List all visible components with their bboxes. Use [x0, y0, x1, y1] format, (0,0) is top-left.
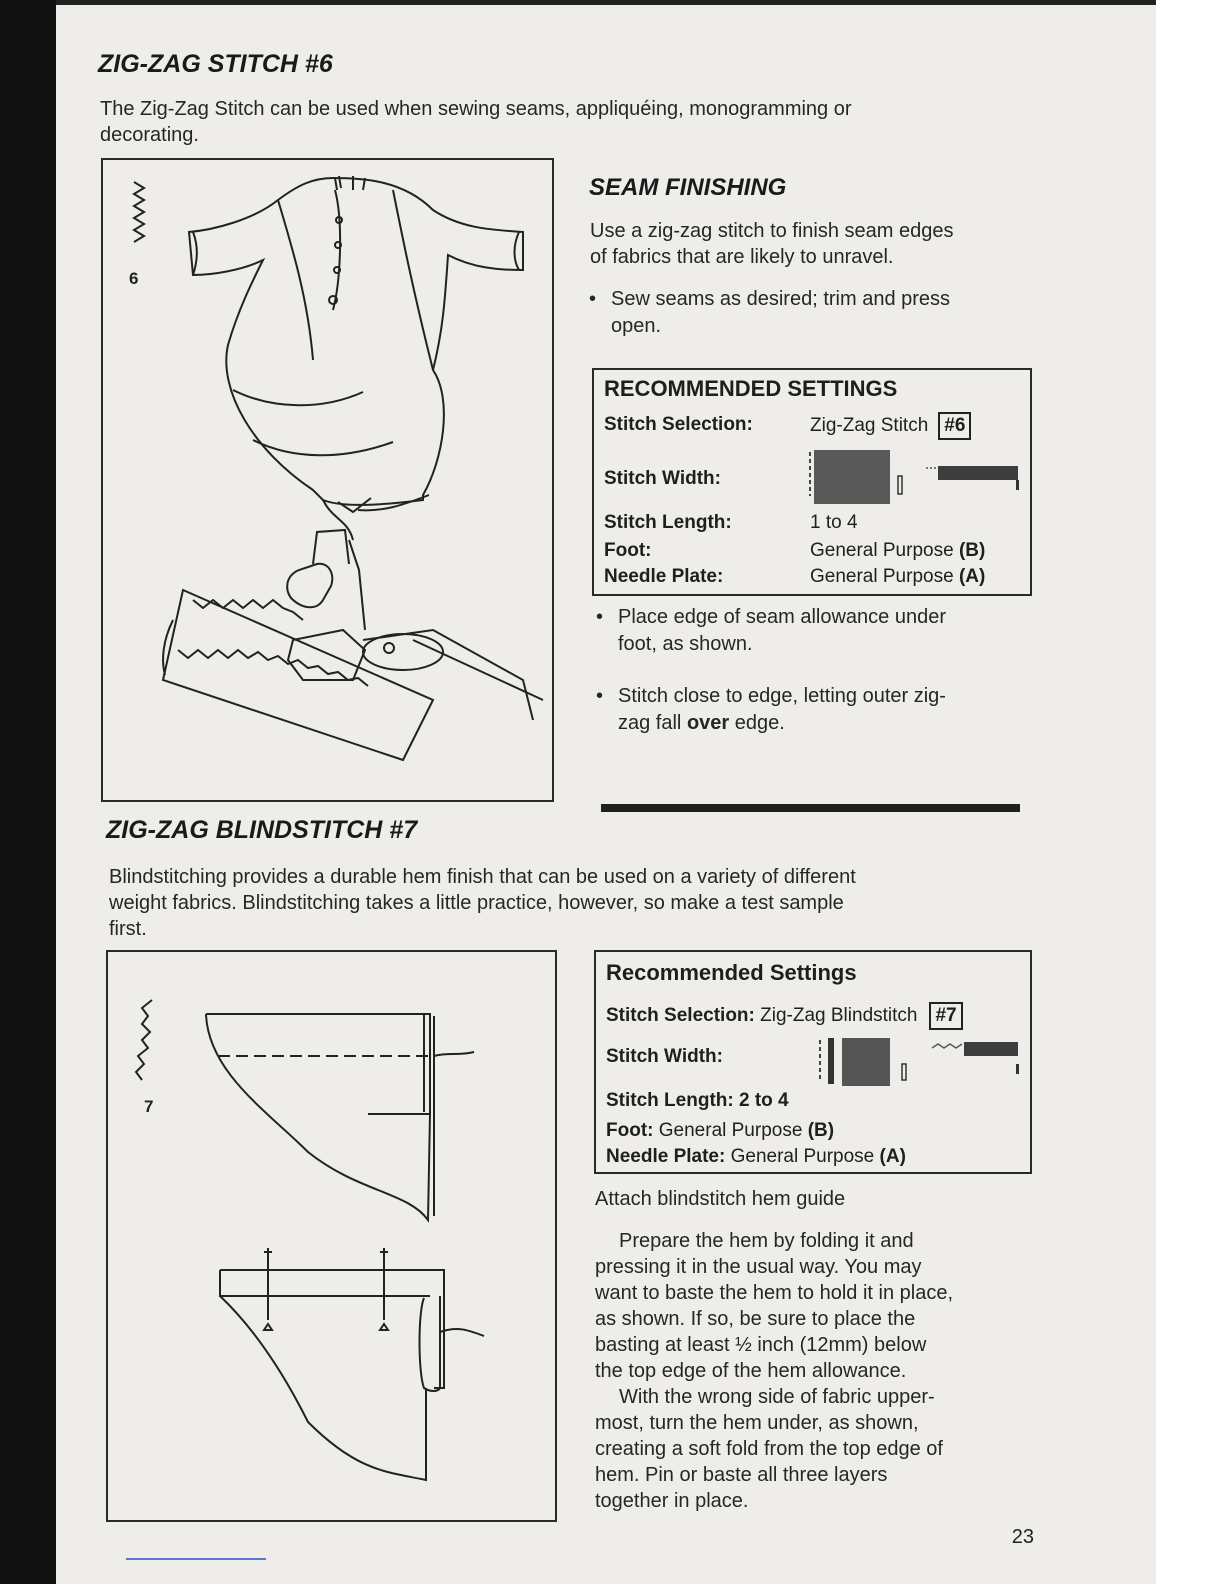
settings2-plate-row — [606, 1146, 906, 1168]
section2-intro — [109, 864, 1039, 942]
seam-bullet-3 — [596, 683, 1052, 737]
settings2-length-row — [606, 1090, 789, 1112]
section2-intro-line1: Blindstitching provides a durable hem finish that can be used on a variety of different — [109, 866, 856, 888]
settings2-foot-code: (B) — [807, 1120, 835, 1141]
hem-p2-line5: together in place. — [595, 1490, 749, 1512]
hem-paragraph-1 — [595, 1228, 1031, 1384]
settings2-length-value: 2 to 4 — [738, 1090, 789, 1111]
settings1-selection-label: Stitch Selection: — [604, 414, 753, 435]
section1-intro — [100, 96, 1030, 148]
scan-top-edge — [56, 0, 1224, 5]
figure1-stitch-number: 6 — [129, 269, 139, 288]
settings2-plate-value: General Purpose — [730, 1146, 875, 1167]
hem-pinned-drawing — [220, 1248, 484, 1480]
section1-intro-line1: The Zig-Zag Stitch can be used when sewing seams, appliquéing, monogramming or — [100, 98, 852, 120]
seam-bullet2-line1: Place edge of seam allowance under — [618, 606, 946, 628]
settings2-width-label: Stitch Width: — [606, 1046, 723, 1067]
figure2-stitch-number: 7 — [144, 1097, 154, 1116]
hem-p1-line1: Prepare the hem by folding it and — [619, 1230, 914, 1252]
settings1-selection-value: Zig-Zag Stitch — [810, 415, 929, 436]
seam-bullet3-line1: Stitch close to edge, letting outer zig- — [618, 685, 946, 707]
settings1-plate-code: (A) — [958, 566, 986, 587]
settings1-foot-value-wrap — [810, 540, 985, 562]
section2-title: ZIG-ZAG BLINDSTITCH #7 — [106, 816, 418, 844]
settings2-foot-label: Foot: — [606, 1120, 654, 1141]
hem-p2-line2: most, turn the hem under, as shown, — [595, 1412, 919, 1434]
scan-blue-line — [126, 1558, 266, 1560]
settings2-plate-label: Needle Plate: — [606, 1146, 726, 1167]
zigzag-illustration — [103, 160, 552, 800]
gown-drawing — [189, 176, 523, 540]
recommended-settings-box-1 — [592, 368, 1032, 596]
settings1-foot-value: General Purpose — [810, 540, 954, 561]
seam-desc-line2: of fabrics that are likely to unravel. — [590, 246, 894, 268]
seam-description — [590, 218, 1030, 270]
settings1-title: RECOMMENDED SETTINGS — [604, 376, 898, 401]
hem-p1-line4: as shown. If so, be sure to place the — [595, 1308, 916, 1330]
seam-desc-line1: Use a zig-zag stitch to finish seam edges — [590, 220, 954, 242]
settings2-foot-value: General Purpose — [658, 1120, 803, 1141]
seam-bullet3-pre: zag fall — [618, 712, 687, 734]
settings2-selection-value: Zig-Zag Blindstitch — [760, 1005, 918, 1026]
section2-intro-line2: weight fabrics. Blindstitching takes a little practice, however, so make a test sample — [109, 892, 844, 914]
seam-bullet1-line1: Sew seams as desired; trim and press — [611, 288, 951, 310]
hem-p1-line3: want to baste the hem to hold it in place, — [595, 1282, 953, 1304]
scan-left-edge — [0, 0, 56, 1584]
settings2-selection-row — [606, 1002, 963, 1030]
hem-p2-line3: creating a soft fold from the top edge of — [595, 1438, 943, 1460]
zigzag-stitch-icon — [134, 182, 144, 242]
seam-bullet3-bold: over — [686, 712, 730, 734]
settings1-plate-label: Needle Plate: — [604, 566, 724, 587]
page-number: 23 — [1011, 1526, 1034, 1548]
settings1-length-label: Stitch Length: — [604, 512, 732, 533]
attach-hem-guide-text: Attach blindstitch hem guide — [595, 1188, 846, 1210]
settings2-length-label: Stitch Length: — [606, 1090, 734, 1111]
seam-bullet3-post: edge. — [729, 712, 785, 734]
settings2-foot-row — [606, 1120, 834, 1142]
hem-p1-line6: the top edge of the hem allowance. — [595, 1360, 907, 1382]
hem-fold-drawing — [206, 1014, 474, 1220]
settings1-foot-row — [604, 540, 651, 562]
settings1-selection-value-wrap — [810, 412, 971, 440]
settings2-stitch-badge: #7 — [929, 1002, 962, 1030]
seam-bullet1-line2: open. — [611, 315, 662, 337]
settings1-width-row — [604, 468, 721, 490]
settings1-width-dial-icon — [806, 446, 1026, 506]
scan-right-margin — [1156, 0, 1224, 1584]
settings1-width-label: Stitch Width: — [604, 468, 721, 489]
settings1-selection-row — [604, 414, 753, 436]
hem-p1-line2: pressing it in the usual way. You may — [595, 1256, 922, 1278]
settings2-selection-label: Stitch Selection: — [606, 1005, 755, 1026]
settings2-width-row — [606, 1046, 723, 1068]
section1-title: ZIG-ZAG STITCH #6 — [98, 50, 333, 78]
settings2-width-dial-icon — [814, 1034, 1024, 1090]
zigzag-figure — [101, 158, 554, 802]
blindstitch-figure — [106, 950, 557, 1522]
seam-finishing-title: SEAM FINISHING — [589, 174, 787, 201]
settings1-plate-value-wrap — [810, 566, 985, 588]
section1-intro-line2: decorating. — [100, 124, 199, 146]
hem-p2-line1: With the wrong side of fabric upper- — [619, 1386, 935, 1408]
settings2-plate-code: (A) — [879, 1146, 906, 1167]
settings1-foot-code: (B) — [958, 540, 986, 561]
recommended-settings-box-2 — [594, 950, 1032, 1174]
blindstitch-illustration — [108, 952, 555, 1520]
section-divider — [601, 804, 1020, 812]
seam-bullet-2 — [596, 604, 1052, 658]
hem-paragraph-2 — [595, 1384, 1031, 1514]
blindstitch-icon — [136, 1000, 152, 1080]
settings1-plate-row — [604, 566, 723, 588]
settings1-length-row — [604, 512, 732, 534]
settings1-foot-label: Foot: — [604, 540, 652, 561]
hem-p1-line5: basting at least ½ inch (12mm) below — [595, 1334, 927, 1356]
settings1-length-value: 1 to 4 — [810, 512, 858, 533]
sewing-machine-drawing — [163, 530, 543, 760]
settings1-plate-value: General Purpose — [810, 566, 954, 587]
hem-p2-line4: hem. Pin or baste all three layers — [595, 1464, 888, 1486]
settings1-stitch-badge: #6 — [938, 412, 971, 440]
seam-bullet-1 — [589, 286, 1051, 340]
section2-intro-line3: first. — [109, 918, 147, 940]
seam-bullet2-line2: foot, as shown. — [618, 633, 753, 655]
settings2-title: Recommended Settings — [606, 960, 857, 985]
